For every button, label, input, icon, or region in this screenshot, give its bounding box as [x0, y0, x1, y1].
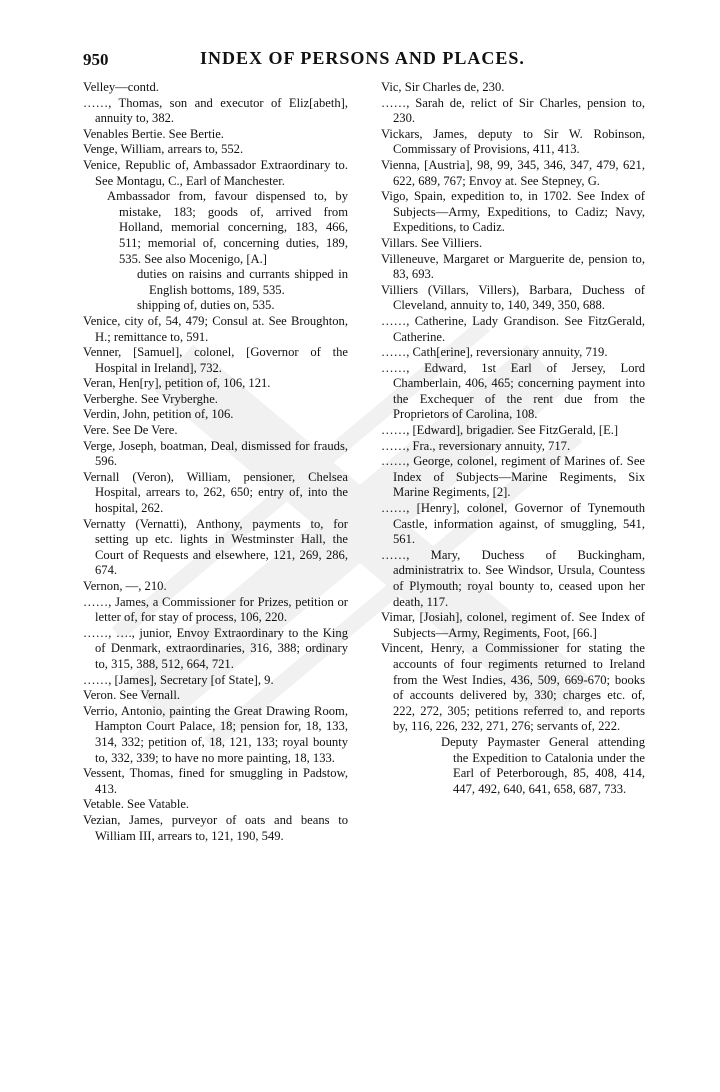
index-entry: Venner, [Samuel], colonel, [Governor of the Hospital in Ireland], 732.	[83, 345, 348, 375]
index-entry: Venge, William, arrears to, 552.	[83, 142, 244, 157]
index-entry: Villars. See Villiers.	[381, 235, 483, 250]
index-subentry: shipping of, duties on, 535.	[137, 298, 275, 313]
index-entry: Vernall (Veron), William, pensioner, Chelsea Hospital, arrears to, 262, 650; entry of, into the hospital, 262.	[83, 469, 348, 516]
index-entry: ……, Cath[erine], reversionary annuity, 719.	[381, 345, 608, 360]
index-entry: Vincent, Henry, a Commissioner for stating the accounts of four regiments returned to Ireland from the West Indies, 436, 509, 669-670; books of accounts delivered by, 330; charges etc. of, 222, 272, 305; petitions referred to, and reports by, 116, 226, 232, 271, 276; servants of, 222.	[381, 641, 645, 734]
index-entry: ……, [Edward], brigadier. See FitzGerald, [E.]	[381, 423, 619, 438]
right-column	[381, 80, 645, 797]
index-entry: Vernon, —, 210.	[83, 579, 167, 593]
index-entry: Veron. See Vernall.	[83, 688, 180, 703]
index-entry: Venice, city of, 54, 479; Consul at. See Broughton, H.; remittance to, 591.	[83, 313, 348, 344]
index-entry: Vickars, James, deputy to Sir W. Robinson, Commissary of Provisions, 411, 413.	[381, 126, 645, 157]
index-entry: Villeneuve, Margaret or Marguerite de, pension to, 83, 693.	[381, 251, 645, 282]
index-entry: ……, George, colonel, regiment of Marines of. See Index of Subjects—Marine Regiments, Six Marine Regiments, [2].	[381, 454, 645, 500]
index-entry: Venables Bertie. See Bertie.	[83, 126, 224, 141]
index-entry: ……, [Henry], colonel, Governor of Tynemouth Castle, information against, of smuggling, 541, 561.	[381, 501, 645, 547]
index-entry: ……, Mary, Duchess of Buckingham, administratrix to. See Windsor, Ursula, Countess of Plymouth; royal bounty to, ceased upon her death, 117.	[381, 547, 645, 609]
page-title: INDEX OF PERSONS AND PLACES.	[200, 48, 525, 68]
index-entry: ……, Edward, 1st Earl of Jersey, Lord Chamberlain, 406, 465; concerning payment into the Exchequer of the rent due from the Proprietors of Carolina, 108.	[381, 360, 645, 422]
index-entry: Verge, Joseph, boatman, Deal, dismissed for frauds, 596.	[83, 438, 348, 469]
index-subentry: Ambassador from, favour dispensed to, by mistake, 183; goods of, arrived from Holland, memorial concerning, 183, 466, 511; memorial of, concerning duties, 189, 535. See also Mocenigo, [A.]	[107, 189, 348, 266]
index-entry: Villiers (Villars, Villers), Barbara, Duchess of Cleveland, annuity to, 140, 349, 350, 688.	[381, 282, 645, 313]
page-number: 950	[83, 50, 109, 69]
index-entry: ……, James, a Commissioner for Prizes, petition or letter of, for stay of process, 106, 220.	[83, 594, 348, 625]
index-entry: ……, Catherine, Lady Grandison. See FitzGerald, Catherine.	[381, 313, 645, 344]
index-entry: Vezian, James, purveyor of oats and beans to William III, arrears to, 121, 190, 549.	[83, 812, 348, 843]
index-entry: Vetable. See Vatable.	[83, 797, 190, 812]
index-subentry: Deputy Paymaster General attending the Expedition to Catalonia under the Earl of Peterborough, 85, 408, 414, 447, 492, 640, 641, 658, 687, 733.	[441, 734, 645, 796]
index-entry: Vimar, [Josiah], colonel, regiment of. See Index of Subjects—Army, Regiments, Foot, [66.]	[381, 610, 645, 640]
index-subentry: duties on raisins and currants shipped in English bottoms, 189, 535.	[137, 267, 348, 297]
index-entry: Venice, Republic of, Ambassador Extraordinary to. See Montagu, C., Earl of Manchester.	[83, 157, 348, 188]
index-entry: Velley—contd.	[83, 80, 159, 94]
index-entry: Vic, Sir Charles de, 230.	[381, 80, 505, 94]
index-entry: Vigo, Spain, expedition to, in 1702. See Index of Subjects—Army, Expeditions, to Cadiz; Navy, Expeditions, to Cadiz.	[381, 189, 645, 235]
index-entry: ……, Fra., reversionary annuity, 717.	[381, 438, 571, 453]
index-entry: ……, Sarah de, relict of Sir Charles, pension to, 230.	[381, 95, 645, 126]
index-entry: ……, [James], Secretary [of State], 9.	[83, 672, 274, 687]
index-entry: Verdin, John, petition of, 106.	[83, 407, 234, 422]
left-column	[83, 80, 348, 844]
index-entry: ……, …., junior, Envoy Extraordinary to the King of Denmark, extraordinaries, 316, 388; ordinary to, 315, 388, 512, 664, 721.	[83, 625, 348, 671]
index-entry: Vessent, Thomas, fined for smuggling in Padstow, 413.	[83, 766, 348, 796]
index-entry: Verrio, Antonio, painting the Great Drawing Room, Hampton Court Palace, 18; pension for, 18, 133, 314, 332; petition of, 18, 121, 133; royal bounty to, 332, 339; to have no more painting, 18, 133.	[83, 703, 348, 765]
index-entry: Verberghe. See Vryberghe.	[83, 391, 218, 406]
index-entry: Vienna, [Austria], 98, 99, 345, 346, 347, 479, 621, 622, 689, 767; Envoy at. See Stepney, G.	[381, 157, 645, 188]
index-entry: Vere. See De Vere.	[83, 423, 178, 438]
index-entry: Veran, Hen[ry], petition of, 106, 121.	[83, 376, 271, 391]
index-entry: Vernatty (Vernatti), Anthony, payments to, for setting up etc. lights in Westminster Hall, the Court of Requests and elsewhere, 121, 269, 286, 674.	[83, 516, 348, 578]
index-entry: ……, Thomas, son and executor of Eliz[abeth], annuity to, 382.	[83, 95, 348, 126]
